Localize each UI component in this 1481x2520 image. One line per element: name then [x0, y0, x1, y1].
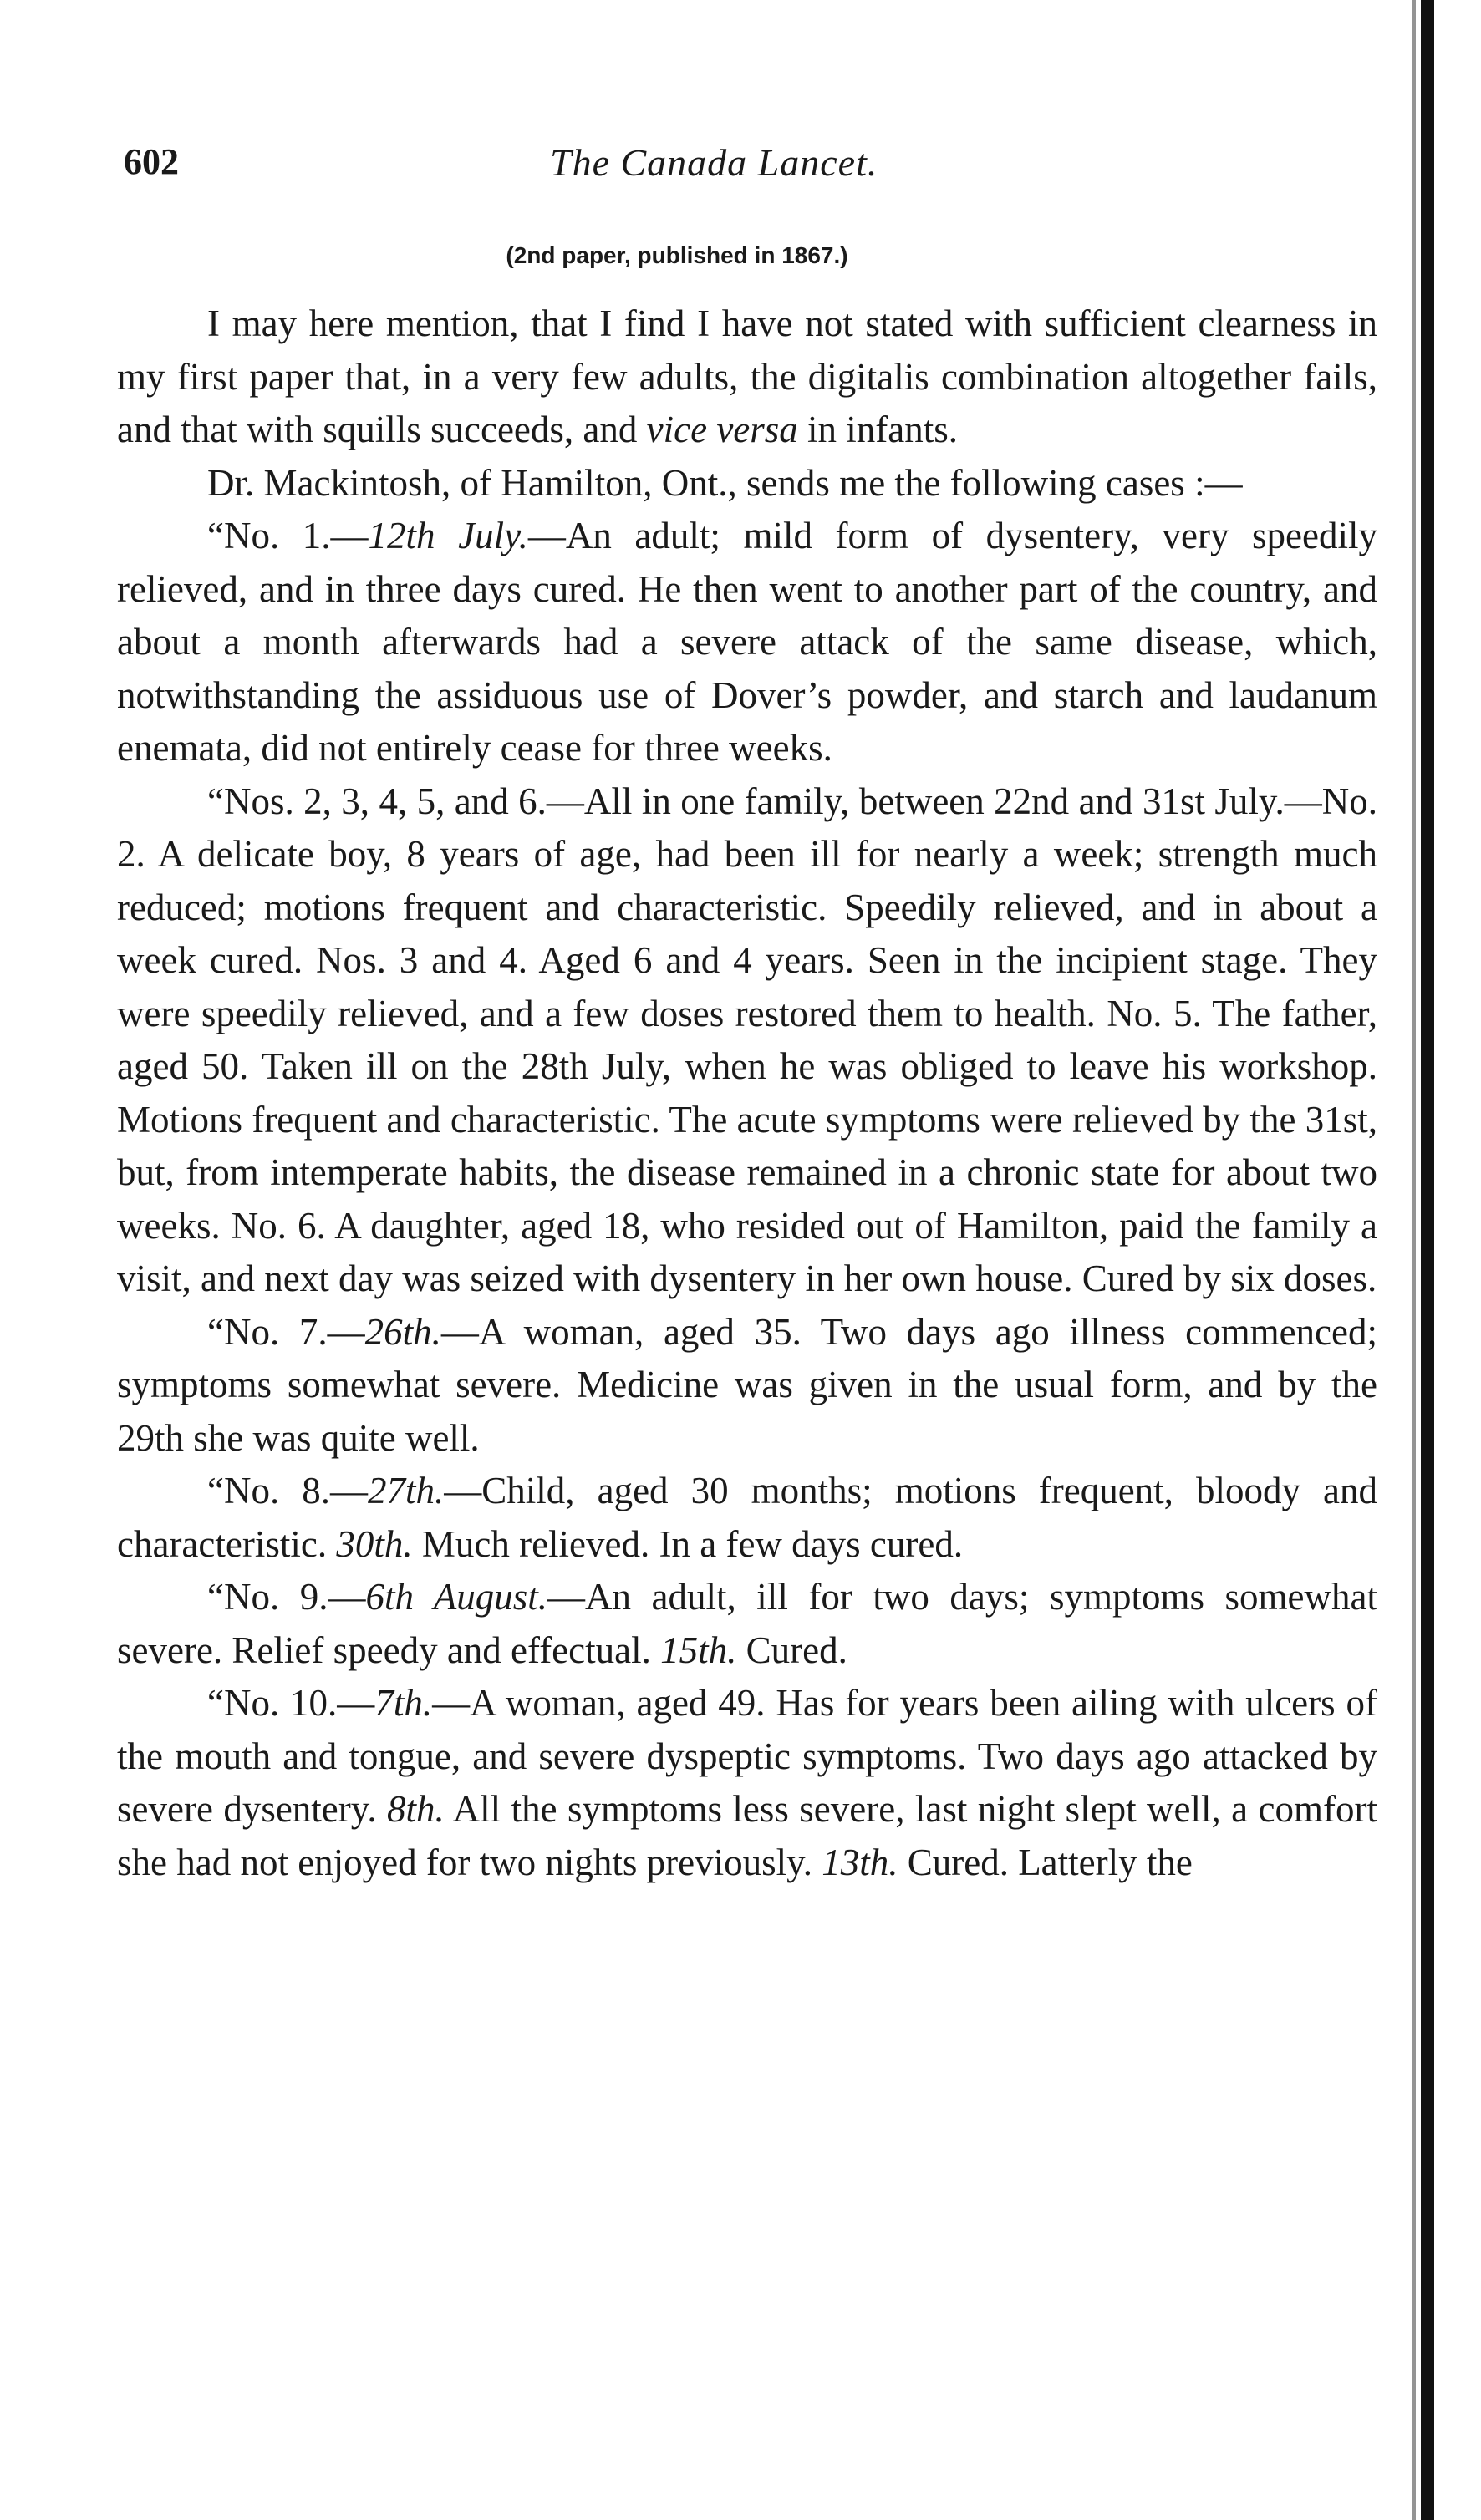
- cases-2-6-text: “Nos. 2, 3, 4, 5, and 6.—All in one family, between 22nd and 31st July.—No. 2. A delicate boy, 8 years of age, had been ill for nearly a week; strength much reduced; motions frequent and characteristic. Speedily relieved, and in about a week cured. Nos. 3 and 4. Aged 6 and 4 years. Seen in the incipient stage. They were speedily relieved, and a few doses restored them to health. No. 5. The father, aged 50. Taken ill on the 28th July, when he was obliged to leave his workshop. Motions frequent and characteristic. The acute symptoms were relieved by the 31st, but, from intemperate habits, the disease remained in a chronic state for about two weeks. No. 6. A daughter, aged 18, who resided out of Hamilton, paid the family a visit, and next day was seized with dysentery in her own house. Cured by six doses.: [117, 780, 1377, 1299]
- case-7-number: “No. 7.—: [207, 1310, 365, 1353]
- case-8: [117, 1465, 1377, 1571]
- case-8-date: 27th.: [368, 1470, 445, 1511]
- case-8-date-2: 30th.: [336, 1522, 413, 1565]
- binding-edge-shadow: [1412, 0, 1416, 2520]
- case-1: [117, 510, 1377, 775]
- paragraph-1-italic: vice versa: [646, 409, 798, 450]
- paragraph-1-text: I may here mention, that I find I have not stated with sufficient clearness in my first paper that, in a very few adults, the digitalis combination altogether fails, and that with squills succeeds, and: [117, 302, 1377, 450]
- case-10-text-2: All the symptoms less severe, last night slept well, a comfort she had not enjoyed for two nights previously.: [117, 1788, 1377, 1883]
- case-8-text-2: Much relieved. In a few days cured.: [412, 1522, 964, 1565]
- case-10-date: 7th.: [374, 1682, 433, 1724]
- paragraph-1-tail: in infants.: [797, 409, 959, 450]
- page-number: 602: [124, 141, 179, 182]
- case-8-text: —Child, aged 30 months; motions frequent, bloody and characteristic.: [117, 1470, 1377, 1565]
- case-9-number: “No. 9.—: [207, 1576, 366, 1618]
- paragraph-2: [117, 457, 1377, 511]
- case-9-text-2: Cured.: [736, 1628, 847, 1671]
- cases-2-6: [117, 775, 1377, 1306]
- body-text: [117, 297, 1377, 1889]
- case-10-date-3: 13th.: [822, 1841, 898, 1883]
- case-9-date: 6th August.: [365, 1576, 547, 1618]
- case-10-date-2: 8th.: [387, 1788, 445, 1830]
- case-10: [117, 1677, 1377, 1889]
- case-9-date-2: 15th.: [660, 1628, 737, 1671]
- case-10-text: —A woman, aged 49. Has for years been ailing with ulcers of the mouth and tongue, and severe dyspeptic symptoms. Two days ago attacked by severe dysentery.: [117, 1682, 1377, 1830]
- case-1-text: —An adult; mild form of dysentery, very speedily relieved, and in three days cured. He then went to another part of the country, and about a month afterwards had a severe attack of the same disease, which, notwithstanding the assiduous use of Dover’s powder, and starch and laudanum enemata, did not entirely cease for three weeks.: [117, 515, 1377, 769]
- case-10-text-3: Cured. Latterly the: [898, 1841, 1193, 1883]
- paper-note: (2nd paper, published in 1867.): [506, 242, 848, 268]
- case-10-number: “No. 10.—: [207, 1682, 375, 1724]
- case-1-number: “No. 1.—: [207, 515, 369, 556]
- case-9: [117, 1571, 1377, 1677]
- running-head: The Canada Lancet.: [550, 141, 878, 184]
- case-7: [117, 1306, 1377, 1466]
- case-7-date: 26th.: [364, 1310, 441, 1353]
- case-1-date: 12th July.: [368, 515, 528, 556]
- paragraph-1: [117, 297, 1377, 457]
- case-7-text: —A woman, aged 35. Two days ago illness commenced; symptoms somewhat severe. Medicine was given in the usual form, and by the 29th she was quite well.: [117, 1310, 1377, 1459]
- paragraph-2-text: Dr. Mackintosh, of Hamilton, Ont., sends me the following cases :—: [207, 461, 1243, 504]
- page-header: [124, 140, 1377, 199]
- case-9-text: —An adult, ill for two days; symptoms somewhat severe. Relief speedy and effectual.: [117, 1576, 1377, 1671]
- binding-edge: [1421, 0, 1434, 2520]
- case-8-number: “No. 8.—: [207, 1470, 369, 1511]
